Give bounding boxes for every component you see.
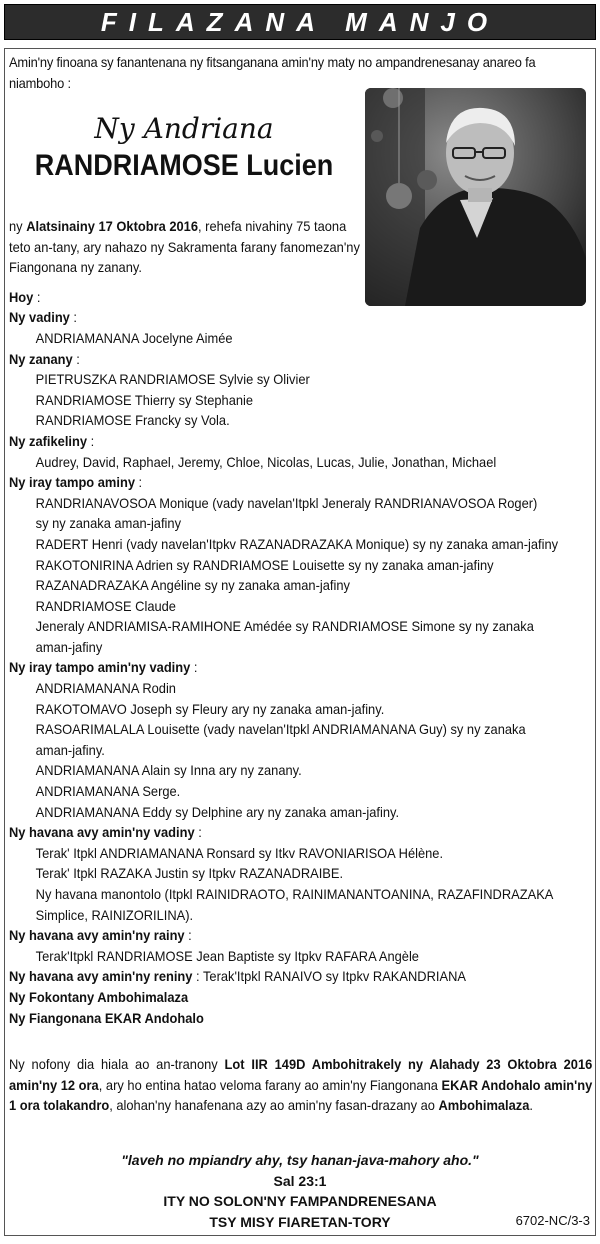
relatives-list <box>9 307 592 966</box>
fiangonana-text: Ny Fiangonana EKAR Andohalo <box>9 1009 204 1026</box>
relative-group-label: Ny iray tampo aminy <box>9 474 135 491</box>
relative-group-label: Ny iray tampo amin'ny vadiny <box>9 659 191 676</box>
relative-line: ANDRIAMANANA Rodin <box>35 680 176 697</box>
deceased-title: Ny Andriana <box>94 112 274 145</box>
relative-line: RADERT Henri (vady navelan'Itpkv RAZANADRAZAKA Monique) sy ny zanaka aman-jafiny <box>35 535 559 552</box>
relative-line: Audrey, David, Raphael, Jeremy, Chloe, Nicolas, Lucas, Julie, Jonathan, Michael <box>35 453 497 470</box>
relative-line: RAZANADRAZAKA Angéline sy ny zanaka aman-jafiny <box>35 577 350 594</box>
relative-line: sy ny zanaka aman-jafiny <box>35 515 182 532</box>
relative-group <box>9 472 592 657</box>
relative-line: RANDRIANAVOSOA Monique (vady navelan'Itpkl Jeneraly RANDRIANAVOSOA Roger) <box>35 494 538 511</box>
death-prefix: ny <box>9 218 27 234</box>
funeral-details <box>9 1054 592 1116</box>
relative-group-label: Ny vadiny <box>9 309 70 326</box>
fokontany-line <box>9 987 592 1008</box>
relative-line: aman-jafiny. <box>35 741 105 758</box>
intro-block <box>9 52 592 93</box>
relative-line: PIETRUSZKA RANDRIAMOSE Sylvie sy Olivier <box>35 371 310 388</box>
relative-group-label: Ny havana avy amin'ny rainy <box>9 927 185 944</box>
relative-line: ANDRIAMANANA Eddy sy Delphine ary ny zanaka aman-jafiny. <box>35 803 400 820</box>
relative-group <box>9 307 592 348</box>
closing-text-3: , alohan'ny hanafenana azy ao amin'ny fasan-drazany ao <box>109 1097 439 1114</box>
relative-line: ANDRIAMANANA Alain sy Inna ary ny zanany. <box>35 762 302 779</box>
relative-group <box>9 657 592 822</box>
relative-line: Ny havana manontolo (Itpkl RAINIDRAOTO, RAINIMANANTOANINA, RAZAFINDRAZAKA <box>35 886 554 902</box>
deceased-full-name: RANDRIAMOSE Lucien <box>34 149 334 182</box>
relative-group-heading: Ny zafikeliny : <box>9 432 95 449</box>
death-statement <box>9 216 368 278</box>
fokontany-text: Ny Fokontany Ambohimalaza <box>9 988 189 1005</box>
relative-group <box>9 925 592 966</box>
relative-line: Jeneraly ANDRIAMISA-RAMIHONE Amédée sy RANDRIAMOSE Simone sy ny zanaka <box>35 618 534 635</box>
relative-group-label: Ny havana avy amin'ny vadiny <box>9 824 195 841</box>
mother-side-block: Ny havana avy amin'ny reniny : Terak'Itpkl RANAIVO sy Itpkv RAKANDRIANA <box>9 968 466 985</box>
closing-bold-3: Ambohimalaza <box>438 1097 530 1114</box>
relative-group <box>9 349 592 431</box>
obituary-body <box>9 216 592 1028</box>
closing-bold-2: EKAR Andohalo amin'ny 1 ora tolakandro <box>9 1076 593 1114</box>
header-title: FILAZANA MANJO <box>100 6 500 37</box>
relative-group-heading: Ny iray tampo aminy : <box>9 474 143 491</box>
header-banner <box>4 4 596 40</box>
closing-bold-1: Lot IIR 149D Ambohitrakely ny Alahady 23 Oktobra 2016 amin'ny 12 ora <box>9 1056 593 1093</box>
bible-quote: "laveh no mpiandry ahy, tsy hanan-java-mahory aho." <box>121 1152 479 1168</box>
relative-group <box>9 431 592 472</box>
relative-line: RANDRIAMOSE Francky sy Vola. <box>35 412 230 429</box>
notice-line-1: ITY NO SOLON'NY FAMPANDRENESANA <box>163 1193 437 1210</box>
relative-line: Simplice, RAINIZORILINA). <box>35 906 194 923</box>
closing-text-2: , ary ho entina hatao veloma farany ao amin'ny Fiangonana <box>98 1076 442 1093</box>
fiangonana-line <box>9 1008 592 1029</box>
relative-line: RANDRIAMOSE Claude <box>35 597 176 614</box>
relative-line: aman-jafiny <box>35 638 103 655</box>
relative-line: RAKOTOMAVO Joseph sy Fleury ary ny zanaka aman-jafiny. <box>35 700 385 717</box>
closing-text-4: . <box>529 1097 533 1114</box>
bible-verse: Sal 23:1 <box>273 1172 327 1189</box>
relative-line: ANDRIAMANANA Serge. <box>35 783 181 800</box>
relative-line: RAKOTONIRINA Adrien sy RANDRIAMOSE Louisette sy ny zanaka aman-jafiny <box>35 556 494 573</box>
hoy-line: Hoy : <box>9 288 41 305</box>
closing-quote-block <box>0 1150 600 1232</box>
hoy-label: Hoy <box>9 288 34 305</box>
relative-group-label: Ny zafikeliny <box>9 432 88 449</box>
relative-group-heading: Ny zanany : <box>9 350 80 367</box>
closing-text-1: Ny nofony dia hiala ao an-tranony <box>9 1056 225 1072</box>
deceased-name-block <box>9 112 359 186</box>
death-text: , rehefa nivahiny 75 taona teto an-tany, ary nahazo ny Sakramenta farany fanomezan'ny Fiangonana ny zanany. <box>9 218 360 276</box>
relative-line: RASOARIMALALA Louisette (vady navelan'Itpkl ANDRIAMANANA Guy) sy ny zanaka <box>35 721 526 738</box>
relative-line: Terak' Itpkl RAZAKA Justin sy Itpkv RAZANADRAIBE. <box>35 865 344 882</box>
relative-group-heading: Ny havana avy amin'ny rainy : <box>9 927 192 944</box>
relative-line: ANDRIAMANANA Jocelyne Aimée <box>35 329 233 346</box>
relative-group-label: Ny zanany <box>9 350 73 367</box>
relative-line: Terak'Itpkl RANDRIAMOSE Jean Baptiste sy Itpkv RAFARA Angèle <box>35 947 419 964</box>
relative-group-heading: Ny vadiny : <box>9 309 78 326</box>
notice-line-2: TSY MISY FIARETAN-TORY <box>209 1213 391 1230</box>
intro-text: Amin'ny finoana sy fanantenana ny fitsanganana amin'ny maty no ampandrenesanay anareo fa niamboho : <box>9 54 536 91</box>
relative-line: RANDRIAMOSE Thierry sy Stephanie <box>35 391 254 408</box>
relative-group-heading: Ny iray tampo amin'ny vadiny : <box>9 659 198 676</box>
reference-code: 6702-NC/3-3 <box>515 1213 590 1228</box>
relative-group <box>9 822 592 925</box>
mother-side-text: Terak'Itpkl RANAIVO sy Itpkv RAKANDRIANA <box>202 968 466 985</box>
mother-side-label: Ny havana avy amin'ny reniny <box>9 968 193 985</box>
relative-line: Terak' Itpkl ANDRIAMANANA Ronsard sy Itkv RAVONIARISOA Hélène. <box>35 844 444 861</box>
relative-group-heading: Ny havana avy amin'ny vadiny : <box>9 824 202 841</box>
death-date: Alatsinainy 17 Oktobra 2016 <box>26 218 199 234</box>
